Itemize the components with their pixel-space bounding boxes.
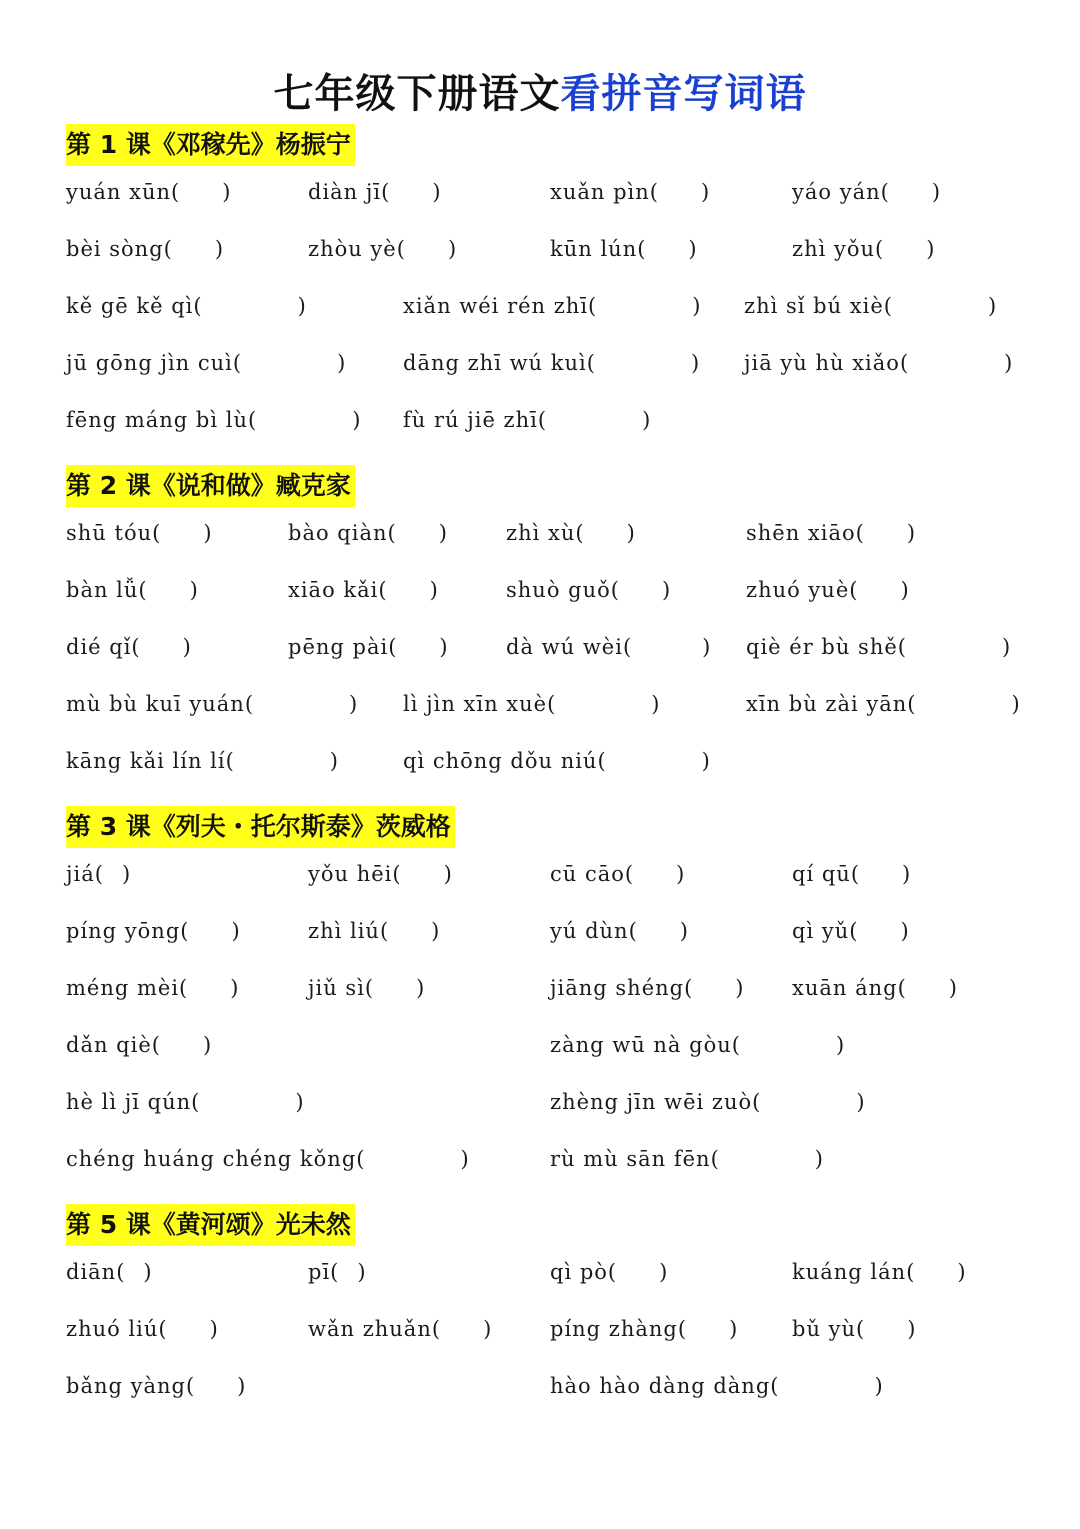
pinyin-text: mù bù kuī yuán [66, 692, 245, 716]
pinyin-item [66, 180, 231, 204]
answer-close-paren: ) [835, 1033, 846, 1057]
pinyin-item [550, 862, 685, 886]
pinyin-text: zhì xù [506, 521, 576, 545]
exercise-row [66, 223, 1066, 280]
pinyin-text: bǔ yù [792, 1317, 857, 1341]
pinyin-text: pī [308, 1260, 331, 1284]
pinyin-text: xīn bù zài yān [746, 692, 908, 716]
exercise-row [66, 962, 1066, 1019]
pinyin-item [550, 180, 710, 204]
pinyin-item [66, 1147, 470, 1171]
exercise-row [66, 564, 1066, 621]
answer-close-paren: ) [209, 1317, 219, 1341]
pinyin-text: yǒu hēi [308, 862, 393, 886]
pinyin-text: kě gē kě qì [66, 294, 194, 318]
pinyin-text: píng zhàng [550, 1317, 678, 1341]
pinyin-text: dà wú wèi [506, 635, 623, 659]
answer-close-paren: ) [856, 1090, 866, 1114]
pinyin-item [792, 180, 941, 204]
answer-close-paren: ) [447, 237, 458, 261]
answer-close-paren: ) [642, 408, 652, 432]
pinyin-item [308, 919, 440, 943]
pinyin-text: xuān áng [792, 976, 898, 1000]
answer-open-paren: ( [244, 692, 255, 716]
pinyin-text: zhì liú [308, 919, 380, 943]
answer-open-paren: ( [855, 521, 865, 545]
answer-open-paren: ( [396, 237, 406, 261]
pinyin-item [550, 1090, 866, 1114]
pinyin-text: qiè ér bù shě [746, 635, 898, 659]
answer-close-paren: ) [900, 578, 910, 602]
pinyin-text: pēng pài [288, 635, 389, 659]
pinyin-text: zhuó liú [66, 1317, 159, 1341]
pinyin-item [308, 180, 442, 204]
answer-close-paren: ) [931, 180, 942, 204]
pinyin-text: shū tóu [66, 521, 153, 545]
lesson-heading: 第 2 课《说和做》臧克家 [66, 465, 355, 507]
pinyin-text: jiā yù hù xiǎo [744, 351, 900, 375]
exercise-row [66, 1019, 1066, 1076]
pinyin-item [66, 749, 339, 773]
answer-close-paren: ) [906, 521, 917, 545]
answer-close-paren: ) [297, 294, 307, 318]
answer-open-paren: ( [151, 1033, 161, 1057]
answer-close-paren: ) [121, 862, 132, 886]
answer-close-paren: ) [676, 862, 686, 886]
pinyin-text: zàng wū nà gòu [550, 1033, 732, 1057]
pinyin-item [288, 521, 448, 545]
pinyin-item [66, 862, 131, 886]
answer-close-paren: ) [900, 919, 910, 943]
answer-open-paren: ( [378, 578, 388, 602]
pinyin-item [792, 237, 935, 261]
answer-open-paren: ( [193, 294, 203, 318]
pinyin-text: bǎng yàng [66, 1374, 186, 1398]
lesson-section [66, 806, 1066, 1190]
answer-close-paren: ) [651, 692, 661, 716]
pinyin-text: zhuó yuè [746, 578, 850, 602]
answer-open-paren: ( [248, 408, 258, 432]
answer-open-paren: ( [597, 749, 607, 773]
answer-close-paren: ) [701, 749, 711, 773]
pinyin-text: dǎn qiè [66, 1033, 152, 1057]
answer-close-paren: ) [337, 351, 347, 375]
answer-open-paren: ( [907, 692, 917, 716]
pinyin-item [403, 408, 651, 432]
pinyin-text: fù rú jiē zhī [403, 408, 538, 432]
lesson-section [66, 1204, 1066, 1417]
answer-close-paren: ) [357, 1260, 367, 1284]
lesson-heading: 第 3 课《列夫・托尔斯泰》茨威格 [66, 806, 455, 848]
pinyin-item [550, 1033, 845, 1057]
pinyin-item [66, 976, 239, 1000]
answer-open-paren: ( [379, 919, 390, 943]
pinyin-text: shēn xiāo [746, 521, 856, 545]
answer-open-paren: ( [731, 1033, 741, 1057]
answer-open-paren: ( [684, 976, 694, 1000]
pinyin-text: bàn lǚ [66, 578, 139, 602]
lesson-section [66, 465, 1066, 792]
pinyin-item [746, 521, 916, 545]
answer-close-paren: ) [460, 1147, 470, 1171]
pinyin-item [66, 237, 224, 261]
answer-close-paren: ) [352, 408, 362, 432]
answer-open-paren: ( [330, 1260, 340, 1284]
answer-close-paren: ) [700, 180, 711, 204]
pinyin-text: bèi sòng [66, 237, 164, 261]
exercise-row [66, 1303, 1066, 1360]
pinyin-text: xiāo kǎi [288, 578, 379, 602]
pinyin-text: jiǔ sì [308, 976, 365, 1000]
answer-close-paren: ) [1004, 351, 1014, 375]
answer-close-paren: ) [432, 180, 442, 204]
answer-open-paren: ( [537, 408, 548, 432]
answer-open-paren: ( [899, 351, 910, 375]
pinyin-item [506, 578, 671, 602]
pinyin-item [66, 578, 199, 602]
exercise-row [66, 621, 1066, 678]
pinyin-text: qì pò [550, 1260, 608, 1284]
pinyin-item [308, 976, 425, 1000]
pinyin-item [66, 294, 307, 318]
pinyin-item [506, 635, 711, 659]
pinyin-item [66, 1317, 219, 1341]
answer-open-paren: ( [547, 692, 557, 716]
answer-open-paren: ( [677, 1317, 688, 1341]
exercise-row [66, 905, 1066, 962]
answer-open-paren: ( [906, 1260, 916, 1284]
title-blue-part: 看拼音写词语 [560, 70, 807, 117]
pinyin-text: kāng kǎi lín lí [66, 749, 226, 773]
pinyin-text: shuò guǒ [506, 578, 611, 602]
answer-open-paren: ( [880, 180, 890, 204]
answer-open-paren: ( [116, 1260, 126, 1284]
answer-close-paren: ) [1001, 635, 1012, 659]
pinyin-item [746, 692, 1021, 716]
exercise-row [66, 678, 1066, 735]
answer-open-paren: ( [364, 976, 375, 1000]
pinyin-item [66, 521, 213, 545]
pinyin-item [308, 862, 453, 886]
pinyin-item [550, 1147, 824, 1171]
pinyin-text: yuán xūn [66, 180, 172, 204]
exercise-row [66, 1360, 1066, 1417]
answer-open-paren: ( [431, 1317, 442, 1341]
pinyin-text: lì jìn xīn xuè [403, 692, 548, 716]
answer-open-paren: ( [770, 1374, 780, 1398]
answer-open-paren: ( [138, 578, 148, 602]
pinyin-item [792, 1317, 916, 1341]
pinyin-item [550, 976, 745, 1000]
answer-close-paren: ) [349, 692, 359, 716]
answer-open-paren: ( [850, 862, 861, 886]
answer-close-paren: ) [182, 635, 192, 659]
answer-open-paren: ( [883, 294, 893, 318]
pinyin-text: xiǎn wéi rén zhī [403, 294, 589, 318]
exercise-row [66, 280, 1066, 337]
pinyin-item [550, 1260, 668, 1284]
pinyin-text: zhì yǒu [792, 237, 876, 261]
answer-close-paren: ) [438, 521, 448, 545]
pinyin-item [746, 635, 1011, 659]
answer-close-paren: ) [237, 1374, 247, 1398]
pinyin-text: dāng zhī wú kuì [403, 351, 587, 375]
pinyin-item [744, 351, 1013, 375]
pinyin-item [66, 635, 192, 659]
pinyin-text: hào hào dàng dàng [550, 1374, 771, 1398]
answer-close-paren: ) [439, 635, 449, 659]
pinyin-item [66, 1260, 153, 1284]
pinyin-text: bào qiàn [288, 521, 388, 545]
exercise-row [66, 337, 1066, 394]
pinyin-text: diān [66, 1260, 117, 1284]
answer-open-paren: ( [637, 237, 647, 261]
pinyin-text: zhì sǐ bú xiè [744, 294, 884, 318]
pinyin-item [66, 919, 241, 943]
pinyin-item [66, 692, 358, 716]
answer-open-paren: ( [624, 862, 635, 886]
answer-close-paren: ) [814, 1147, 824, 1171]
answer-open-paren: ( [163, 237, 173, 261]
answer-close-paren: ) [143, 1260, 153, 1284]
pinyin-item [550, 1374, 884, 1398]
pinyin-item [403, 692, 661, 716]
exercise-row [66, 166, 1066, 223]
pinyin-text: kuáng lán [792, 1260, 907, 1284]
answer-close-paren: ) [690, 351, 701, 375]
exercise-row [66, 1076, 1066, 1133]
answer-close-paren: ) [230, 976, 240, 1000]
pinyin-item [506, 521, 636, 545]
pinyin-item [550, 237, 698, 261]
pinyin-item [792, 919, 910, 943]
answer-close-paren: ) [189, 578, 199, 602]
answer-close-paren: ) [926, 237, 936, 261]
answer-close-paren: ) [429, 578, 439, 602]
answer-close-paren: ) [692, 294, 702, 318]
answer-open-paren: ( [588, 294, 598, 318]
lesson-heading: 第 1 课《邓稼先》杨振宁 [66, 124, 355, 166]
answer-open-paren: ( [171, 180, 181, 204]
pinyin-text: méng mèi [66, 976, 180, 1000]
answer-close-paren: ) [679, 919, 689, 943]
pinyin-text: chéng huáng chéng kǒng [66, 1147, 357, 1171]
answer-open-paren: ( [180, 919, 190, 943]
answer-open-paren: ( [628, 919, 638, 943]
answer-close-paren: ) [483, 1317, 493, 1341]
answer-open-paren: ( [185, 1374, 196, 1398]
pinyin-item [66, 1374, 246, 1398]
exercise-row [66, 1246, 1066, 1303]
exercise-row [66, 507, 1066, 564]
pinyin-text: rù mù sān fēn [550, 1147, 711, 1171]
pinyin-item [288, 635, 449, 659]
answer-open-paren: ( [649, 180, 659, 204]
pinyin-item [403, 294, 701, 318]
answer-open-paren: ( [897, 635, 907, 659]
pinyin-text: yáo yán [792, 180, 881, 204]
pinyin-item [66, 1033, 212, 1057]
pinyin-text: jiāng shéng [550, 976, 685, 1000]
answer-open-paren: ( [158, 1317, 168, 1341]
answer-close-paren: ) [957, 1260, 967, 1284]
answer-close-paren: ) [214, 237, 225, 261]
pinyin-text: píng yōng [66, 919, 181, 943]
pinyin-text: hè lì jī qún [66, 1090, 192, 1114]
lesson-heading: 第 5 课《黄河颂》光未然 [66, 1204, 355, 1246]
exercise-row [66, 394, 1066, 451]
answer-open-paren: ( [586, 351, 596, 375]
answer-close-paren: ) [659, 1260, 669, 1284]
pinyin-text: qí qū [792, 862, 851, 886]
answer-close-paren: ) [874, 1374, 884, 1398]
pinyin-text: xuǎn pìn [550, 180, 650, 204]
answer-close-paren: ) [231, 919, 241, 943]
answer-open-paren: ( [179, 976, 189, 1000]
pinyin-text: yú dùn [550, 919, 629, 943]
pinyin-text: zhèng jīn wēi zuò [550, 1090, 753, 1114]
answer-close-paren: ) [202, 1033, 213, 1057]
answer-open-paren: ( [131, 635, 141, 659]
answer-close-paren: ) [222, 180, 232, 204]
pinyin-item [308, 237, 457, 261]
answer-open-paren: ( [381, 180, 391, 204]
pinyin-item [288, 578, 439, 602]
answer-open-paren: ( [875, 237, 885, 261]
answer-open-paren: ( [356, 1147, 366, 1171]
answer-open-paren: ( [225, 749, 235, 773]
pinyin-item [792, 862, 911, 886]
answer-open-paren: ( [849, 578, 859, 602]
pinyin-item [403, 351, 700, 375]
pinyin-text: cū cāo [550, 862, 625, 886]
answer-open-paren: ( [610, 578, 620, 602]
answer-open-paren: ( [856, 1317, 866, 1341]
answer-open-paren: ( [752, 1090, 762, 1114]
answer-open-paren: ( [387, 521, 397, 545]
pinyin-item [308, 1260, 367, 1284]
pinyin-text: kūn lún [550, 237, 638, 261]
answer-open-paren: ( [575, 521, 585, 545]
pinyin-text: dié qǐ [66, 635, 132, 659]
pinyin-item [550, 1317, 738, 1341]
answer-close-paren: ) [1011, 692, 1021, 716]
answer-close-paren: ) [702, 635, 712, 659]
answer-open-paren: ( [849, 919, 859, 943]
answer-open-paren: ( [710, 1147, 720, 1171]
answer-close-paren: ) [907, 1317, 917, 1341]
answer-open-paren: ( [152, 521, 162, 545]
exercise-row [66, 848, 1066, 905]
answer-close-paren: ) [443, 862, 453, 886]
answer-close-paren: ) [735, 976, 745, 1000]
answer-open-paren: ( [897, 976, 907, 1000]
answer-open-paren: ( [392, 862, 402, 886]
page-title [0, 66, 1080, 122]
pinyin-item [550, 919, 689, 943]
answer-close-paren: ) [902, 862, 912, 886]
answer-open-paren: ( [388, 635, 398, 659]
pinyin-item [403, 749, 711, 773]
pinyin-item [744, 294, 997, 318]
pinyin-text: qì chōng dǒu niú [403, 749, 598, 773]
answer-open-paren: ( [622, 635, 633, 659]
pinyin-item [308, 1317, 492, 1341]
pinyin-item [792, 1260, 967, 1284]
title-black-part: 七年级下册语文 [273, 70, 561, 117]
answer-open-paren: ( [94, 862, 104, 886]
answer-close-paren: ) [329, 749, 339, 773]
answer-open-paren: ( [232, 351, 243, 375]
answer-close-paren: ) [987, 294, 998, 318]
lesson-section [66, 124, 1066, 451]
answer-close-paren: ) [661, 578, 672, 602]
pinyin-text: zhòu yè [308, 237, 397, 261]
pinyin-item [746, 578, 910, 602]
answer-close-paren: ) [729, 1317, 739, 1341]
answer-close-paren: ) [626, 521, 636, 545]
exercise-row [66, 735, 1066, 792]
answer-close-paren: ) [416, 976, 426, 1000]
pinyin-text: wǎn zhuǎn [308, 1317, 432, 1341]
answer-close-paren: ) [203, 521, 213, 545]
answer-close-paren: ) [295, 1090, 305, 1114]
answer-close-paren: ) [688, 237, 698, 261]
pinyin-text: jū gōng jìn cuì [66, 351, 233, 375]
answer-open-paren: ( [191, 1090, 201, 1114]
pinyin-item [792, 976, 958, 1000]
pinyin-item [66, 408, 361, 432]
answer-close-paren: ) [948, 976, 958, 1000]
pinyin-item [66, 1090, 305, 1114]
pinyin-text: qì yǔ [792, 919, 850, 943]
pinyin-text: diàn jī [308, 180, 382, 204]
answer-close-paren: ) [431, 919, 441, 943]
answer-open-paren: ( [607, 1260, 618, 1284]
pinyin-item [66, 351, 346, 375]
pinyin-text: fēng máng bì lù [66, 408, 248, 432]
exercise-row [66, 1133, 1066, 1190]
pinyin-text: jiá [66, 862, 95, 886]
